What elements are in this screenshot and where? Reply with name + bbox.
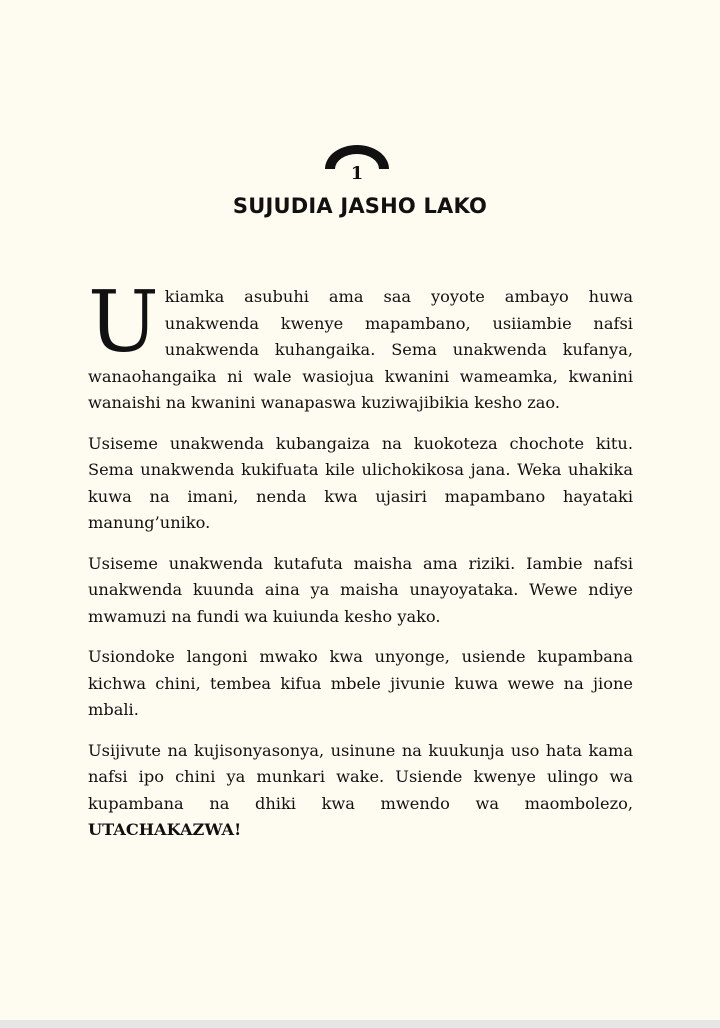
paragraph-3: Usiseme unakwenda kutafuta maisha ama riziki. Iambie nafsi unakwenda kuunda aina ya maisha unayoyataka. Wewe ndiye mwamuzi na fundi wa kuiunda kesho yako. bbox=[88, 553, 633, 626]
bottom-edge bbox=[0, 1020, 720, 1028]
chapter-body bbox=[88, 273, 633, 858]
paragraph-1 bbox=[88, 273, 633, 417]
chapter-badge bbox=[321, 143, 393, 187]
chapter-title: SUJUDIA JASHO LAKO bbox=[232, 194, 488, 218]
paragraph-5 bbox=[88, 738, 633, 844]
paragraph-5-text: Usijivute na kujisonyasonya, usinune na kuukunja uso hata kama nafsi ipo chini ya munkari wake. Usiende kwenye ulingo wa kupambana na dhiki kwa mwendo wa maombolezo, bbox=[88, 740, 633, 813]
paragraph-4: Usiondoke langoni mwako kwa unyonge, usiende kupambana kichwa chini, tembea kifua mbele jivunie kuwa wewe na jione mbali. bbox=[88, 647, 633, 719]
paragraph-1-text: kiamka asubuhi ama saa yoyote ambayo huwa unakwenda kwenye mapambano, usiiambie nafsi unakwenda kuhangaika. Sema unakwenda kufanya, wanaohangaika ni wale wasiojua kwanini wameamka, kwanini wanaishi na kwanini wanapaswa kuziwajibikia kesho zao. bbox=[88, 287, 633, 412]
paragraph-2: Usiseme unakwenda kubangaiza na kuokoteza chochote kitu. Sema unakwenda kukifuata kile ulichokikosa jana. Weka uhakika kuwa na imani, nenda kwa ujasiri mapambano hayataki manung’uniko. bbox=[88, 433, 633, 532]
drop-cap: U bbox=[88, 273, 159, 371]
emphasis-text: UTACHAKAZWA! bbox=[88, 820, 242, 839]
chapter-number: 1 bbox=[350, 163, 364, 184]
